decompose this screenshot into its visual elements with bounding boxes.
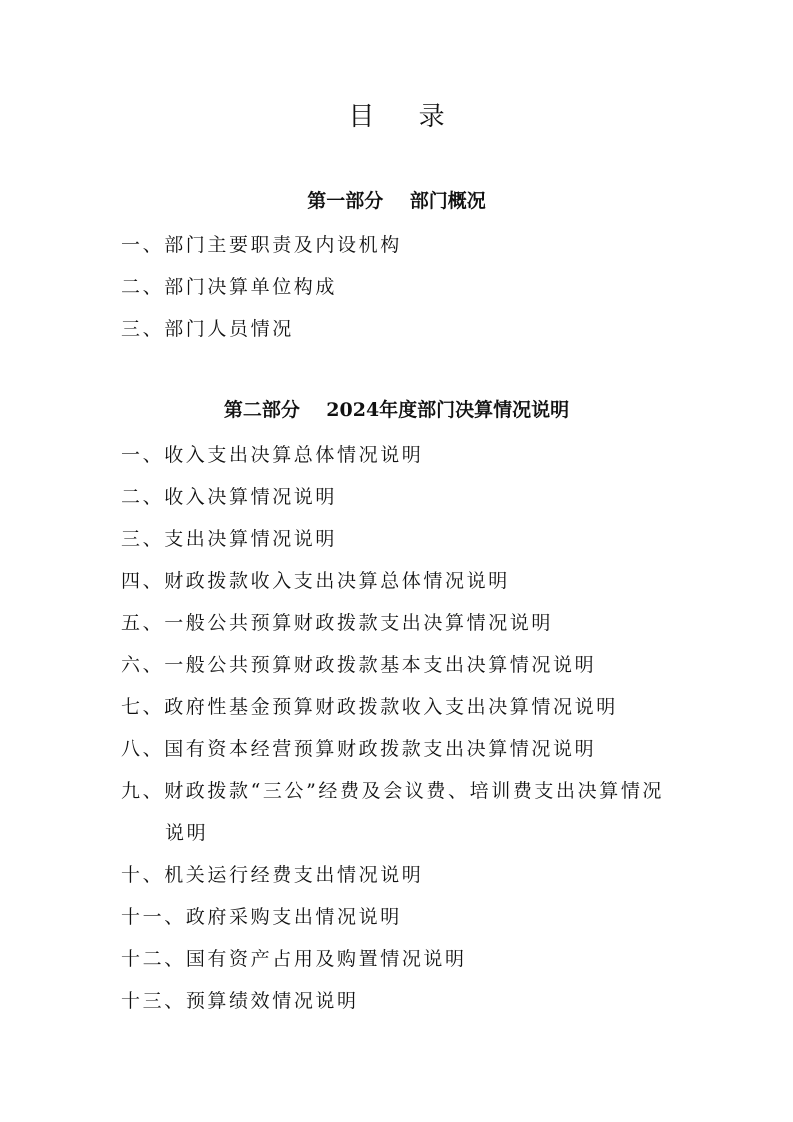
- toc-item: [121, 770, 681, 854]
- toc-list-part1: [121, 224, 681, 350]
- toc-item-text: 部门主要职责及内设机构: [164, 234, 402, 256]
- toc-item-number: 一、: [121, 444, 165, 466]
- toc-item: [121, 980, 681, 1022]
- toc-item-text: 一般公共预算财政拨款支出决算情况说明: [164, 612, 554, 634]
- toc-item: [121, 518, 681, 560]
- toc-item-text: 政府采购支出情况说明: [185, 906, 402, 928]
- toc-item-number: 五、: [121, 612, 165, 634]
- section-heading-part2: 第二部分 2024年度部门决算情况说明: [223, 399, 570, 421]
- toc-item: [121, 308, 681, 350]
- toc-item: [121, 602, 681, 644]
- toc-item-text: 财政拨款“三公”经费及会议费、培训费支出决算情况: [164, 780, 665, 802]
- toc-item-text: 政府性基金预算财政拨款收入支出决算情况说明: [164, 696, 618, 718]
- toc-item-number: 九、: [121, 780, 165, 802]
- toc-item-number: 七、: [121, 696, 165, 718]
- toc-item-number: 十、: [121, 864, 165, 886]
- toc-item-text: 预算绩效情况说明: [185, 990, 359, 1012]
- toc-item: [121, 938, 681, 980]
- toc-item-number: 二、: [121, 276, 165, 298]
- toc-item-text: 收入决算情况说明: [164, 486, 338, 508]
- toc-item: [121, 434, 681, 476]
- toc-item-number: 十三、: [121, 990, 186, 1012]
- toc-item: [121, 686, 681, 728]
- toc-item-number: 十一、: [121, 906, 186, 928]
- page-title: 目 录: [348, 102, 463, 132]
- toc-item-number: 三、: [121, 318, 165, 340]
- toc-item: [121, 560, 681, 602]
- toc-item-number: 二、: [121, 486, 165, 508]
- toc-item: [121, 896, 681, 938]
- toc-item-number: 八、: [121, 738, 165, 760]
- toc-item-text: 收入支出决算总体情况说明: [164, 444, 424, 466]
- toc-item: [121, 476, 681, 518]
- toc-item-text: 国有资本经营预算财政拨款支出决算情况说明: [164, 738, 597, 760]
- toc-item: [121, 728, 681, 770]
- toc-list-part2: [121, 434, 681, 1022]
- toc-item-number: 六、: [121, 654, 165, 676]
- toc-item-number: 三、: [121, 528, 165, 550]
- toc-item: [121, 854, 681, 896]
- toc-item-text: 部门人员情况: [164, 318, 294, 340]
- toc-item: [121, 266, 681, 308]
- section-heading-part1: 第一部分 部门概况: [307, 190, 486, 212]
- toc-item-continuation: 说明: [165, 822, 209, 844]
- toc-item: [121, 224, 681, 266]
- toc-item-text: 支出决算情况说明: [164, 528, 338, 550]
- toc-item-number: 四、: [121, 570, 165, 592]
- toc-item-number: 一、: [121, 234, 165, 256]
- toc-item-text: 国有资产占用及购置情况说明: [185, 948, 467, 970]
- toc-item-text: 机关运行经费支出情况说明: [164, 864, 424, 886]
- toc-item-number: 十二、: [121, 948, 186, 970]
- toc-item-text: 财政拨款收入支出决算总体情况说明: [164, 570, 510, 592]
- toc-item-text: 一般公共预算财政拨款基本支出决算情况说明: [164, 654, 597, 676]
- toc-item-text: 部门决算单位构成: [164, 276, 338, 298]
- toc-item: [121, 644, 681, 686]
